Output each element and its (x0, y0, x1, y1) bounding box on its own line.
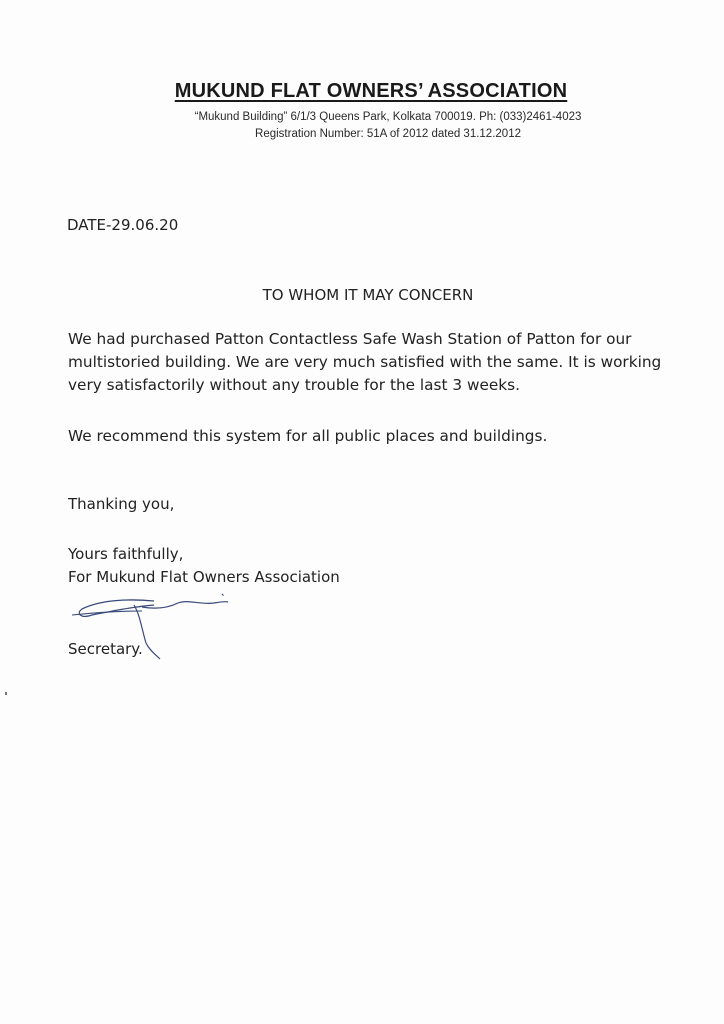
organization-name: MUKUND FLAT OWNERS’ ASSOCIATION (174, 80, 568, 102)
closing-block (68, 543, 340, 589)
closing-salutation: Yours faithfully, (68, 545, 184, 563)
letter-date: DATE-29.06.20 (67, 216, 179, 234)
letter-subject: TO WHOM IT MAY CONCERN (262, 286, 474, 304)
body-paragraph-1: We had purchased Patton Contactless Safe Wash Station of Patton for our multistoried building. We are very much satisfied with the same. It is working very satisfactorily without any trouble for the last 3 weeks. (68, 330, 662, 394)
body-paragraph-2: We recommend this system for all public places and buildings. (68, 427, 548, 445)
scan-speck (5, 692, 7, 695)
organization-address: “Mukund Building” 6/1/3 Queens Park, Kolkata 700019. Ph: (033)2461-4023 (194, 111, 582, 123)
thanks-line: Thanking you, (68, 495, 175, 513)
closing-organization: For Mukund Flat Owners Association (68, 568, 340, 586)
registration-number: Registration Number: 51A of 2012 dated 31.12.2012 (255, 128, 521, 140)
letterhead (0, 80, 724, 143)
signatory-title: Secretary. (68, 640, 143, 658)
